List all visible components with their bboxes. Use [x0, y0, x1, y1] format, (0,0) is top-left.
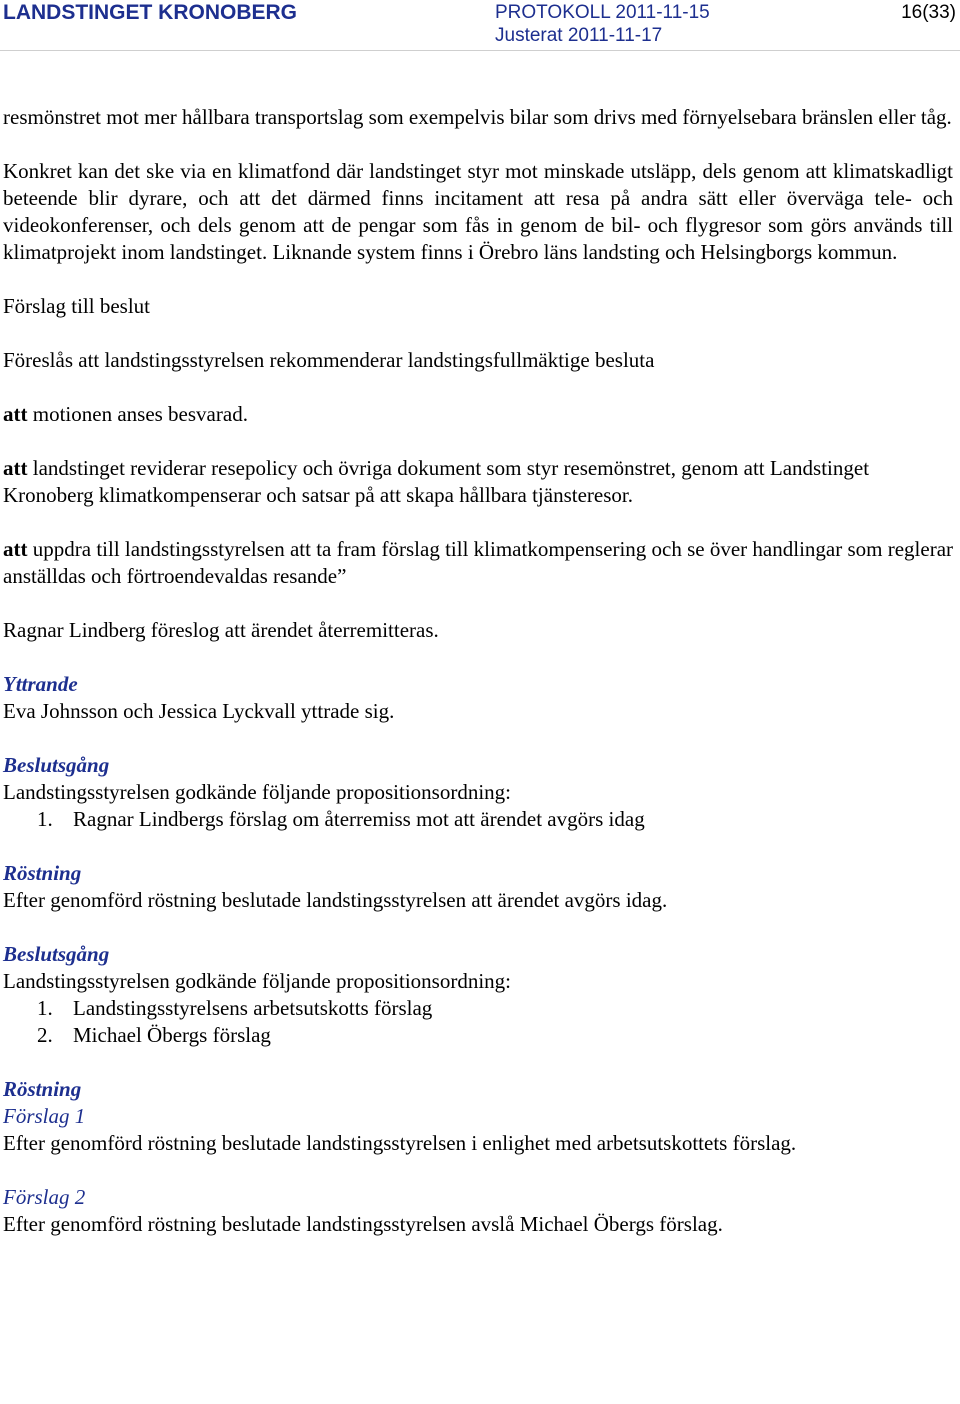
forslag-1-label: Förslag 1 — [3, 1104, 86, 1128]
beslutsgang-heading-2: Beslutsgång — [3, 942, 110, 966]
forslag-1-text: Efter genomförd röstning beslutade landstingsstyrelsen i enlighet med arbetsutskottets förslag. — [3, 1131, 797, 1155]
att-clause-2 — [3, 455, 953, 509]
list-item-text: Landstingsstyrelsens arbetsutskotts förslag — [73, 996, 433, 1020]
rostning-heading-1: Röstning — [3, 861, 82, 885]
proposition-list-2 — [3, 995, 953, 1049]
proposition-list-1 — [3, 806, 953, 833]
list-item-number: 1. — [37, 996, 53, 1020]
paragraph-transport: resmönstret mot mer hållbara transportslag som exempelvis bilar som drivs med förnyelsebara bränslen eller tåg. — [3, 105, 952, 129]
paragraph-lindberg-proposal: Ragnar Lindberg föreslog att ärendet återremitteras. — [3, 618, 439, 642]
att-keyword: att — [3, 537, 28, 561]
yttrande-heading: Yttrande — [3, 672, 78, 696]
list-item — [37, 1022, 953, 1049]
organization-name: LANDSTINGET KRONOBERG — [3, 1, 297, 24]
att-keyword: att — [3, 456, 28, 480]
rostning-text-1: Efter genomförd röstning beslutade landstingsstyrelsen att ärendet avgörs idag. — [3, 888, 668, 912]
beslutsgang-text-1: Landstingsstyrelsen godkände följande propositionsordning: — [3, 780, 512, 804]
att-clause-text: motionen anses besvarad. — [27, 402, 248, 426]
page-number: 16(33) — [901, 2, 956, 23]
list-item-number: 1. — [37, 807, 53, 831]
list-item-text: Ragnar Lindbergs förslag om återremiss mot att ärendet avgörs idag — [73, 807, 645, 831]
list-item — [37, 995, 953, 1022]
rostning-heading-2: Röstning — [3, 1077, 82, 1101]
att-clause-3 — [3, 536, 953, 590]
att-clause-1 — [3, 401, 953, 428]
page-header — [0, 0, 960, 52]
yttrande-text: Eva Johnsson och Jessica Lyckvall yttrade sig. — [3, 699, 395, 723]
proposal-heading: Förslag till beslut — [3, 294, 150, 318]
document-body — [3, 104, 953, 1238]
list-item-text: Michael Öbergs förslag — [73, 1023, 271, 1047]
adjusted-date: Justerat 2011-11-17 — [495, 25, 663, 46]
paragraph-recommendation: Föreslås att landstingsstyrelsen rekommenderar landstingsfullmäktige besluta — [3, 348, 655, 372]
header-divider — [0, 50, 960, 51]
protocol-date: PROTOKOLL 2011-11-15 — [495, 2, 710, 23]
att-keyword: att — [3, 402, 28, 426]
att-clause-text: uppdra till landstingsstyrelsen att ta fram förslag till klimatkompensering och se över handlingar som reglerar anställdas och förtroendevaldas resande” — [3, 537, 954, 588]
list-item-number: 2. — [37, 1023, 53, 1047]
paragraph-klimatfond: Konkret kan det ske via en klimatfond där landstinget styr mot minskade utsläpp, dels genom att klimatskadligt beteende blir dyrare, och att det därmed finns incitament att resa på andra sätt eller överväga tele- och videokonferenser, och dels genom att de pengar som fås in genom de bil- och flygresor som görs används till klimatprojekt inom landstinget. Liknande system finns i Örebro läns landsting och Helsingborgs kommun. — [3, 159, 953, 264]
forslag-2-text: Efter genomförd röstning beslutade landstingsstyrelsen avslå Michael Öbergs förslag. — [3, 1212, 723, 1236]
att-clause-text: landstinget reviderar resepolicy och övriga dokument som styr resemönstret, genom att Landstinget Kronoberg klimatkompenserar och satsar på att skapa hållbara tjänsteresor. — [3, 456, 870, 507]
forslag-2-label: Förslag 2 — [3, 1185, 86, 1209]
beslutsgang-heading-1: Beslutsgång — [3, 753, 110, 777]
list-item — [37, 806, 953, 833]
beslutsgang-text-2: Landstingsstyrelsen godkände följande propositionsordning: — [3, 969, 512, 993]
